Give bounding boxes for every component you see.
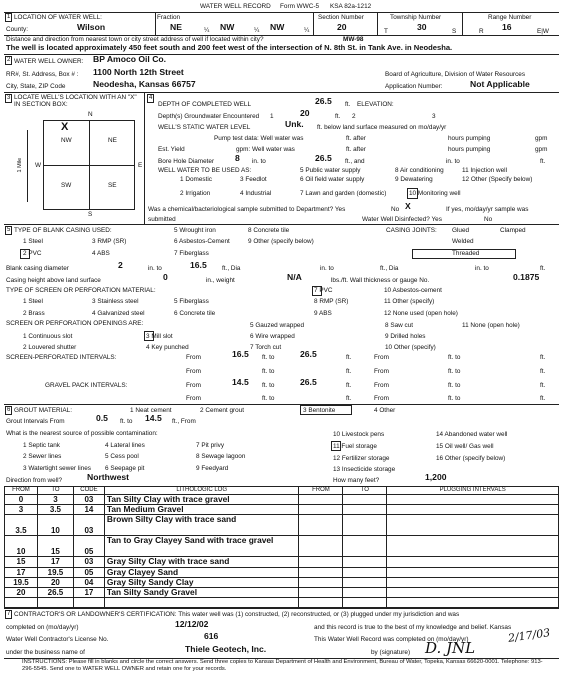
instructions: INSTRUCTIONS: Please fill in blanks and circle the correct answers. Send three copies to Kansas Department of Health and Environment, Bureau of Water, Topeka, Kansas 66620-0001. Telephone: 913-296-5545. Send one to WATER WELL OWNER and retain one for your records. [22, 659, 543, 672]
sample-label: Was a chemical/bacteriological sample submitted to Department? Yes [148, 206, 346, 213]
perforated-ft-4: ft. [540, 368, 546, 375]
opening-6: 6 Wire wrapped [250, 333, 295, 340]
groundwater-label: Depth(s) Groundwater Encountered [158, 113, 260, 120]
casing-label: TYPE OF BLANK CASING USED: [14, 227, 112, 234]
use-3: 3 Feedlot [240, 176, 267, 183]
certification-text-3: This Water Well Record was completed on (mo/day/yr) [314, 636, 469, 643]
header-plug-from: FROM [299, 487, 343, 495]
log-from: 20 [5, 587, 38, 597]
grout-label: GROUT MATERIAL: [14, 407, 72, 414]
casing-type-8: 8 Concrete tile [248, 227, 290, 234]
distance-text: The well is located approximately 450 feet south and 200 feet west of the intersection of N. 8th St. in Tank Ave. in Neodesha. [6, 43, 453, 52]
screen-type-9: 9 ABS [314, 310, 332, 317]
header-plugging-intervals: PLUGGING INTERVALS [387, 487, 559, 495]
bore-ft: ft. [540, 158, 546, 165]
location-label: LOCATION OF WATER WELL: [14, 14, 102, 21]
log-code: 03 [73, 495, 104, 505]
disinfected-label: Water Well Disinfected? Yes [362, 216, 442, 223]
opening-10: 10 Other (specify) [385, 344, 436, 351]
log-lithology: Tan Medium Gravel [104, 505, 299, 515]
source-4: 4 Lateral lines [105, 442, 145, 449]
completed-date: 12/12/02 [175, 619, 209, 629]
gravel-ft-to: ft. to [262, 382, 275, 389]
fraction-label: Fraction [157, 14, 181, 21]
gravel-to-value: 26.5 [300, 377, 317, 387]
casing-in-to: in. to [148, 265, 162, 272]
section-number-3: 3 [7, 95, 11, 101]
screen-type-4: 4 Galvanized steel [92, 310, 145, 317]
city-value: Neodesha, Kansas 66757 [93, 79, 196, 89]
perforated-ft-3: ft. [346, 368, 352, 375]
opening-1: 1 Continuous slot [23, 333, 73, 340]
gravel-ft-to-4: ft. to [448, 395, 461, 402]
license-number: 616 [204, 631, 219, 641]
est-ft-after: ft. after [346, 146, 366, 153]
screen-type-3: 3 Stainless steel [92, 298, 139, 305]
header-from: FROM [5, 487, 38, 495]
log-code: 03 [73, 557, 104, 567]
est-gpm: gpm [535, 146, 548, 153]
depth-value: 26.5 [315, 96, 332, 106]
log-to: 15 [37, 536, 73, 557]
bore-ft-and: ft., and [345, 158, 365, 165]
range-value: 16 [502, 22, 512, 32]
ksa-reference: KSA 82a-1212 [330, 3, 372, 10]
table-row [5, 515, 559, 536]
range-suffix: E|W [537, 28, 549, 35]
joints-threaded: Threaded [452, 250, 480, 257]
screen-material-label: TYPE OF SCREEN OR PERFORATION MATERIAL: [6, 287, 156, 294]
casing-type-4: 4 ABS [92, 250, 110, 257]
use-11: 11 Injection well [462, 167, 507, 174]
joints-glued: Glued [452, 227, 470, 234]
log-from: 19.5 [5, 577, 38, 587]
est-yield-unit: gpm: Well water was [236, 146, 295, 153]
casing-gauge: 0.1875 [513, 272, 540, 282]
source-8: 8 Sewage lagoon [196, 453, 246, 460]
use-6: 6 Oil field water supply [300, 176, 365, 183]
depth-label: DEPTH OF COMPLETED WELL [158, 101, 252, 108]
use-1: 1 Domestic [180, 176, 212, 183]
township-suffix: S [452, 28, 457, 35]
signature-label: by (signature) [371, 649, 411, 656]
county-value: Wilson [77, 22, 106, 32]
log-code: 17 [73, 587, 104, 597]
sample-no-label: No [391, 206, 400, 213]
sample-note: If yes, mo/day/yr sample was [446, 206, 529, 213]
source-11: 11 Fuel storage [333, 443, 377, 450]
se-label: SE [108, 182, 117, 189]
section-number-1: 1 [7, 14, 11, 20]
opening-8: 8 Saw cut [385, 322, 414, 329]
source-10: 10 Livestock pens [333, 431, 385, 438]
source-9: 9 Feedyard [196, 465, 229, 472]
log-lithology: Tan to Gray Clayey Sand with trace gravel [104, 536, 299, 557]
table-row [5, 567, 559, 577]
owner-label: WATER WELL OWNER: [14, 58, 84, 65]
perforated-ft-to-4: ft. to [448, 368, 461, 375]
static-note: ft. below land surface measured on mo/day/yr [317, 124, 447, 131]
quarter-1: ¼ [204, 27, 210, 34]
perforated-from-value: 16.5 [232, 349, 249, 359]
source-15: 15 Oil well/ Gas well [436, 443, 494, 450]
quarter-3: ¼ [304, 27, 310, 34]
gravel-ft-to-3: ft. to [262, 395, 275, 402]
address-value: 1100 North 12th Street [93, 67, 184, 77]
section-number-5: 5 [7, 227, 11, 233]
certification-text-2: and this record is true to the best of my knowledge and belief. Kansas [314, 624, 512, 631]
log-from: 3 [5, 505, 38, 515]
grout-material-2: 2 Cement grout [200, 407, 245, 414]
grout-intervals-label: Grout Intervals From [6, 418, 65, 425]
direction-label: Direction from well? [6, 477, 63, 484]
bore-to-value: 26.5 [315, 153, 332, 163]
perforated-from-2: From [374, 354, 389, 361]
gravel-from-4: From [374, 395, 389, 402]
casing-type-9: 9 Other (specify below) [248, 238, 314, 245]
log-to: 3 [37, 495, 73, 505]
north-label: N [88, 111, 93, 118]
business-name: Thiele Geotech, Inc. [185, 644, 267, 654]
log-code: 14 [73, 505, 104, 515]
section-number-label: Section Number [318, 14, 364, 21]
openings-label: SCREEN OR PERFORATION OPENINGS ARE: [6, 320, 144, 327]
opening-5: 5 Gauzed wrapped [250, 322, 305, 329]
township-label: Township Number [390, 14, 442, 21]
screen-type-1: 1 Steel [23, 298, 43, 305]
distance-label: Distance and direction from nearest town or city street address of well if located within city? [6, 36, 264, 43]
log-from: 0 [5, 495, 38, 505]
table-row [5, 536, 559, 557]
well-id: MW-98 [343, 36, 364, 43]
pump-ft-after: ft. after [346, 135, 366, 142]
source-6: 6 Seepage pit [105, 465, 145, 472]
perforated-from-4: From [374, 368, 389, 375]
record-date: 2/17/03 [507, 626, 551, 645]
screen-type-2: 2 Brass [23, 310, 45, 317]
gravel-from-2: From [374, 382, 389, 389]
casing-type-5: 5 Wrought iron [174, 227, 216, 234]
gravel-from-3: From [186, 395, 201, 402]
joints-welded: Welded [452, 238, 474, 245]
direction-value: Northwest [87, 472, 130, 482]
log-code: 05 [73, 567, 104, 577]
perforated-ft-to-3: ft. to [262, 368, 275, 375]
casing-type-3: 3 RMP (SR) [92, 238, 127, 245]
log-from: 15 [5, 557, 38, 567]
source-2: 2 Sewer lines [23, 453, 62, 460]
section-number-2: 2 [7, 57, 11, 63]
groundwater-2-prefix: 2 [352, 113, 356, 120]
section-number-6: 6 [7, 407, 11, 413]
sample-submitted: submitted [148, 216, 176, 223]
casing-ft-dia-2: ft., Dia [380, 265, 399, 272]
gravel-ft-to-2: ft. to [448, 382, 461, 389]
screen-type-10: 10 Asbestos-cement [384, 287, 442, 294]
grout-material-1: 1 Neat cement [130, 407, 172, 414]
opening-2: 2 Louvered shutter [23, 344, 77, 351]
source-1: 1 Septic tank [23, 442, 60, 449]
bore-in: in. to [446, 158, 460, 165]
gravel-label: GRAVEL PACK INTERVALS: [45, 382, 128, 389]
nw-label: NW [61, 137, 72, 144]
use-4: 4 Industrial [240, 190, 272, 197]
header-lithologic-log: LITHOLOGIC LOG [104, 487, 299, 495]
mile-scale-label: 1 Mile [17, 157, 24, 173]
casing-in-to-3: in. to [475, 265, 489, 272]
form-title: WATER WELL RECORD [200, 3, 271, 10]
header-to: TO [37, 487, 73, 495]
perforated-ft-2: ft. [540, 354, 546, 361]
use-2: 2 Irrigation [180, 190, 211, 197]
gravel-from-value: 14.5 [232, 377, 249, 387]
section-number-7: 7 [7, 611, 11, 617]
depth-ft: ft. [345, 101, 351, 108]
application-value: Not Applicable [470, 79, 530, 89]
casing-type-2: 2 PVC [23, 250, 42, 257]
opening-4: 4 Key punched [146, 344, 189, 351]
locate-label: LOCATE WELL'S LOCATION WITH AN "X" IN SECTION BOX: [14, 94, 137, 109]
log-to: 20 [37, 577, 73, 587]
table-row [5, 557, 559, 567]
log-lithology: Gray Silty Sandy Clay [104, 577, 299, 587]
source-7: 7 Pit privy [196, 442, 225, 449]
source-13: 13 Insecticide storage [333, 466, 396, 473]
township-prefix: T [384, 28, 388, 35]
completed-label: completed on (mo/day/yr) [6, 624, 79, 631]
how-many-label: How many feet? [333, 477, 380, 484]
log-code: 04 [73, 577, 104, 587]
sw-label: SW [61, 182, 72, 189]
license-label: Water Well Contractor's License No. [6, 636, 109, 643]
use-8: 8 Air conditioning [395, 167, 444, 174]
gravel-ft-3: ft. [346, 395, 352, 402]
source-16: 16 Other (specify below) [436, 455, 506, 462]
business-label: under the business name of [6, 649, 85, 656]
log-from: 17 [5, 567, 38, 577]
bore-label: Bore Hole Diameter [158, 158, 215, 165]
perforated-ft: ft. [346, 354, 352, 361]
use-5: 5 Public water supply [300, 167, 361, 174]
log-lithology: Gray Silty Clay with trace sand [104, 557, 299, 567]
elevation-label: ELEVATION: [357, 101, 394, 108]
log-to: 19.5 [37, 567, 73, 577]
screen-type-8: 8 RMP (SR) [314, 298, 349, 305]
static-label: WELL'S STATIC WATER LEVEL [158, 124, 251, 131]
opening-9: 9 Drilled holes [385, 333, 426, 340]
grout-to: 14.5 [145, 413, 162, 423]
casing-in-to-2: in. to [320, 265, 334, 272]
static-value: Unk. [285, 119, 304, 129]
perforated-ft-to-2: ft. to [448, 354, 461, 361]
gravel-ft-4: ft. [540, 395, 546, 402]
disinfected-no: No [484, 216, 493, 223]
casing-ft-dia: ft., Dia [222, 265, 241, 272]
opening-3: 3 Mill slot [146, 333, 173, 340]
bore-in-to: in. to [252, 158, 266, 165]
city-label: City, State, ZIP Code [6, 83, 66, 90]
casing-joints-label: CASING JOINTS: [386, 227, 437, 234]
header-code: CODE [73, 487, 104, 495]
screen-type-12: 12 None used (open hole) [384, 310, 458, 317]
grout-ft-to: ft. to [120, 418, 133, 425]
range-prefix: R [479, 28, 484, 35]
source-5: 5 Cess pool [105, 453, 139, 460]
log-to: 3.5 [37, 505, 73, 515]
casing-height-label: Casing height above land surface [6, 277, 101, 284]
log-from: 10 [5, 536, 38, 557]
log-from: 3.5 [5, 515, 38, 536]
grout-material-4: 4 Other [374, 407, 396, 414]
use-7: 7 Lawn and garden (domestic) [300, 190, 387, 197]
county-label: County: [6, 26, 29, 33]
grout-material-3: 3 Bentonite [303, 407, 336, 414]
board-label: Board of Agriculture, Division of Water Resources [385, 71, 526, 78]
log-code: 05 [73, 536, 104, 557]
casing-type-6: 6 Asbestos-Cement [174, 238, 230, 245]
casing-lbs-label: lbs./ft. Wall thickness or gauge No. [331, 277, 430, 284]
log-lithology: Tan Silty Sandy Gravel [104, 587, 299, 597]
groundwater-1: 20 [300, 108, 310, 118]
casing-in-weight: in., weight [206, 277, 235, 284]
casing-diameter-to: 16.5 [190, 260, 207, 270]
address-label: RR#, St. Address, Box # : [6, 71, 79, 78]
pump-test-label: Pump test data: Well water was [214, 135, 304, 142]
ne-label: NE [108, 137, 117, 144]
section-number-value: 20 [337, 22, 347, 32]
use-12: 12 Other (Specify below) [462, 176, 533, 183]
gravel-ft-2: ft. [540, 382, 546, 389]
casing-height: 0 [163, 272, 168, 282]
screen-type-6: 6 Concrete tile [174, 310, 216, 317]
header-plug-to: TO [343, 487, 387, 495]
log-to: 10 [37, 515, 73, 536]
casing-weight: N/A [287, 272, 302, 282]
grout-ft-from: ft., From [172, 418, 196, 425]
log-to: 26.5 [37, 587, 73, 597]
east-label: E [138, 162, 143, 169]
table-row [5, 587, 559, 597]
log-lithology: Tan Silty Clay with trace gravel [104, 495, 299, 505]
south-label: S [88, 211, 93, 218]
est-yield-label: Est. Yield [158, 146, 185, 153]
source-3: 3 Watertight sewer lines [23, 465, 91, 472]
screen-type-5: 5 Fiberglass [174, 298, 209, 305]
table-row [5, 505, 559, 515]
table-row [5, 577, 559, 587]
casing-diameter: 2 [118, 260, 123, 270]
groundwater-ft: ft. [335, 113, 341, 120]
owner-name: BP Amoco Oil Co. [93, 54, 167, 64]
use-10: 10 Monitoring well [409, 190, 461, 197]
use-label: WELL WATER TO BE USED AS: [158, 167, 252, 174]
casing-type-1: 1 Steel [23, 238, 43, 245]
opening-11: 11 None (open hole) [462, 322, 520, 329]
west-label: W [35, 162, 42, 169]
fraction-1: NE [170, 22, 182, 32]
gravel-ft: ft. [346, 382, 352, 389]
log-to: 17 [37, 557, 73, 567]
well-location-mark: X [61, 121, 69, 133]
gravel-from: From [186, 382, 201, 389]
perforated-from: From [186, 354, 201, 361]
sample-no-mark: X [405, 201, 411, 211]
signature: D. JNL [425, 639, 476, 657]
how-many-value: 1,200 [425, 472, 447, 482]
casing-diameter-label: Blank casing diameter [6, 265, 69, 272]
certification-text-1: CONTRACTOR'S OR LANDOWNER'S CERTIFICATION: This water well was (1) constructed, (2) reconstructed, or (3) plugged under my jurisdiction and was [14, 611, 460, 618]
joints-clamped: Clamped [500, 227, 526, 234]
perforated-label: SCREEN-PERFORATED INTERVALS: [6, 354, 117, 361]
log-code: 03 [73, 515, 104, 536]
grout-from: 0.5 [96, 413, 108, 423]
range-label: Range Number [488, 14, 532, 21]
quarter-2: ¼ [254, 27, 260, 34]
perforated-to-value: 26.5 [300, 349, 317, 359]
use-9: 9 Dewatering [395, 176, 433, 183]
section-number-4: 4 [149, 95, 153, 101]
pump-hours: hours pumping [448, 135, 491, 142]
groundwater-1-prefix: 1 [270, 113, 274, 120]
log-lithology: Gray Clayey Sand [104, 567, 299, 577]
pump-gpm: gpm [535, 135, 548, 142]
log-lithology: Brown Silty Clay with trace sand [104, 515, 299, 536]
casing-type-7: 7 Fiberglass [174, 250, 209, 257]
fraction-2: NW [220, 22, 235, 32]
form-number: Form WWC-5 [280, 3, 320, 10]
table-row [5, 495, 559, 505]
source-12: 12 Fertilizer storage [333, 455, 390, 462]
casing-ft-end: ft. [540, 265, 546, 272]
township-value: 30 [417, 22, 427, 32]
opening-7: 7 Torch cut [250, 344, 282, 351]
bore-value: 8 [235, 153, 240, 163]
groundwater-3: 3 [432, 113, 436, 120]
screen-type-11: 11 Other (specify) [384, 298, 435, 305]
application-label: Application Number: [385, 83, 443, 90]
screen-type-7: 7 PVC [314, 287, 333, 294]
est-hours: hours pumping [448, 146, 491, 153]
fraction-3: NW [270, 22, 285, 32]
contamination-label: What is the nearest source of possible contamination: [6, 430, 158, 437]
perforated-ft-to: ft. to [262, 354, 275, 361]
lithologic-log-table [4, 486, 559, 608]
source-14: 14 Abandoned water well [436, 431, 508, 438]
perforated-from-3: From [186, 368, 201, 375]
